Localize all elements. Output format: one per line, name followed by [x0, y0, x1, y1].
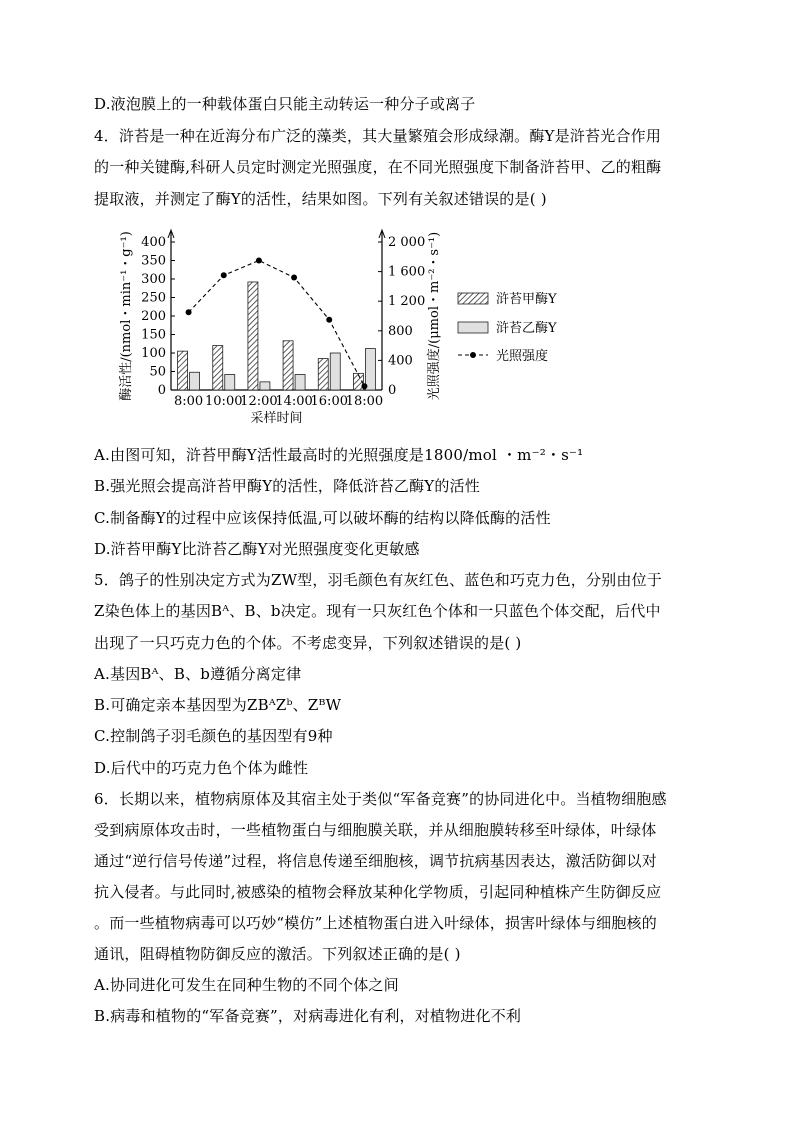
text-line: B.强光照会提高浒苔甲酶Y的活性，降低浒苔乙酶Y的活性 [94, 477, 480, 495]
text-line: A.协同进化可发生在同种生物的不同个体之间 [94, 976, 399, 994]
light-intensity-point [186, 309, 192, 315]
x-axis-tick-label: 10:00 [205, 394, 243, 409]
text-line: 通过“逆行信号传递”过程，将信息传递至细胞核，调节抗病基因表达，激活防御以对 [94, 852, 657, 870]
right-axis-tick-label: 800 [388, 323, 413, 339]
text-line: 抗入侵者。与此同时,被感染的植物会释放某种化学物质，引起同种植株产生防御反应 [94, 883, 662, 901]
text-line: Z染色体上的基因Bᴬ、B、b决定。现有一只灰红色个体和一只蓝色个体交配，后代中 [94, 602, 661, 620]
right-axis-tick-label: 2 000 [388, 235, 426, 250]
light-intensity-point [326, 317, 332, 323]
bar-series-1 [178, 351, 188, 390]
text-line: C.制备酶Y的过程中应该保持低温,可以破坏酶的结构以降低酶的活性 [94, 509, 551, 527]
text-line: B.可确定亲本基因型为ZBᴬZᵇ、ZᴮW [94, 696, 342, 714]
x-axis-tick-label: 8:00 [173, 394, 204, 409]
bar-series-2 [330, 353, 340, 390]
text-line: B.病毒和植物的“军备竞赛”，对病毒进化有利，对植物进化不利 [94, 1007, 522, 1025]
y-axis-label: 酶活性/(nmol・min⁻¹・g⁻¹) [119, 231, 134, 401]
left-axis-tick-label: 100 [141, 346, 166, 361]
text-line: C.控制鸽子羽毛颜色的基因型有9种 [94, 727, 333, 745]
legend-swatch-series-1 [458, 293, 488, 304]
light-intensity-point [361, 383, 367, 389]
bar-series-1 [248, 282, 258, 390]
x-axis-tick-label: 12:00 [240, 394, 278, 409]
bar-series-1 [283, 341, 293, 390]
left-axis-tick-label: 200 [141, 309, 166, 324]
text-line: D.后代中的巧克力色个体为雌性 [94, 759, 309, 777]
left-axis-tick-label: 150 [141, 327, 166, 343]
text-line: D.浒苔甲酶Y比浒苔乙酶Y对光照强度变化更敏感 [94, 540, 420, 558]
x-axis-label: 采样时间 [250, 411, 303, 426]
left-axis-tick-label: 0 [157, 383, 166, 398]
text-line: 通讯，阻碍植物防御反应的激活。下列叙述正确的是( ) [94, 945, 461, 963]
text-line: D.液泡膜上的一种载体蛋白只能主动转运一种分子或离子 [94, 95, 476, 113]
text-line: A.基因Bᴬ、B、b遵循分离定律 [94, 665, 302, 683]
bar-series-1 [318, 359, 328, 390]
text-line: 提取液，并测定了酶Y的活性，结果如图。下列有关叙述错误的是( ) [94, 190, 547, 208]
text-line: 5．鸽子的性别决定方式为ZW型，羽毛颜色有灰红色、蓝色和巧克力色，分别由位于 [94, 571, 662, 589]
enzyme-activity-chart [110, 226, 580, 436]
text-line: 受到病原体攻击时，一些植物蛋白与细胞膜关联，并从细胞膜转移至叶绿体，叶绿体 [94, 821, 657, 839]
bar-series-2 [295, 374, 305, 390]
chart-svg [110, 226, 580, 436]
right-axis-tick-label: 400 [388, 353, 413, 369]
left-axis-tick-label: 350 [141, 253, 166, 269]
right-axis-tick-label: 1 600 [388, 264, 426, 280]
right-axis-tick-label: 1 200 [388, 294, 426, 310]
x-axis-tick-label: 16:00 [310, 394, 348, 409]
left-axis-tick-label: 400 [141, 235, 166, 250]
text-line: 4．浒苔是一种在近海分布广泛的藻类，其大量繁殖会形成绿潮。酶Y是浒苔光合作用 [94, 127, 662, 145]
legend-label-line: 光照强度 [496, 349, 549, 364]
legend-swatch-series-2 [458, 322, 488, 333]
text-line: 出现了一只巧克力色的个体。不考虑变异，下列叙述错误的是( ) [94, 634, 522, 652]
text-line: 的一种关键酶,科研人员定时测定光照强度，在不同光照强度下制备浒苔甲、乙的粗酶 [94, 158, 662, 176]
bar-series-2 [190, 372, 200, 390]
bar-series-2 [365, 349, 375, 390]
text-line: 。而一些植物病毒可以巧妙“模仿”上述植物蛋白进入叶绿体，损害叶绿体与细胞核的 [94, 914, 657, 932]
light-intensity-point [221, 272, 227, 278]
light-intensity-point [291, 275, 297, 281]
legend-label-series-2: 浒苔乙酶Y [496, 321, 557, 336]
left-axis-tick-label: 50 [149, 364, 166, 380]
x-axis-tick-label: 18:00 [345, 394, 384, 409]
light-intensity-point [256, 258, 262, 264]
text-line: A.由图可知，浒苔甲酶Y活性最高时的光照强度是1800/mol ・m⁻²・s⁻¹ [94, 446, 584, 464]
x-axis-tick-label: 14:00 [275, 394, 313, 409]
bar-series-1 [213, 346, 223, 390]
left-axis-tick-label: 250 [141, 290, 166, 306]
legend-label-series-1: 浒苔甲酶Y [496, 292, 557, 307]
right-axis-tick-label: 0 [388, 383, 397, 398]
bar-series-2 [225, 374, 235, 390]
legend-line-marker [470, 352, 476, 358]
left-axis-tick-label: 300 [141, 272, 166, 287]
text-line: 6．长期以来，植物病原体及其宿主处于类似“军备竞赛”的协同进化中。当植物细胞感 [94, 790, 667, 808]
bar-series-2 [260, 382, 270, 390]
y2-axis-label: 光照强度/(μmol・m⁻²・s⁻¹) [427, 231, 442, 401]
